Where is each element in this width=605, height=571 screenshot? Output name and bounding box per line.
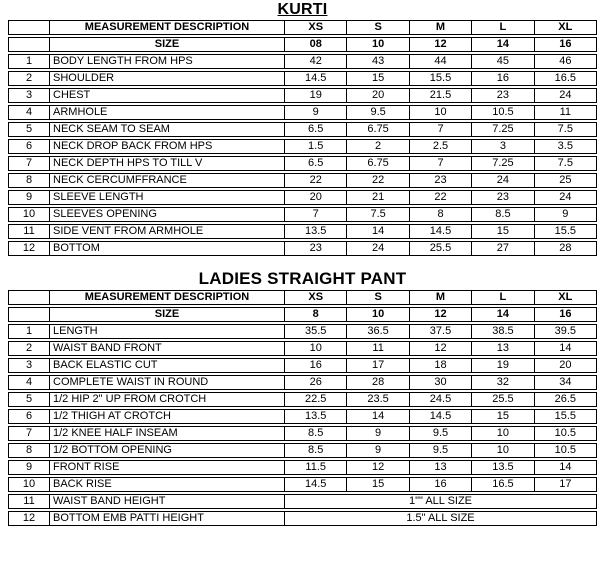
description-cell: LENGTH	[49, 325, 284, 338]
table-row	[8, 139, 597, 154]
size-label-header: L	[471, 21, 533, 34]
value-cell: 9	[534, 208, 596, 221]
value-cell: 20	[346, 89, 408, 102]
description-cell: CHEST	[49, 89, 284, 102]
description-cell: 1/2 BOTTOM OPENING	[49, 444, 284, 457]
value-cell: 39.5	[534, 325, 596, 338]
value-cell: 10.5	[471, 106, 533, 119]
description-cell: SIDE VENT FROM ARMHOLE	[49, 225, 284, 238]
description-cell: SHOULDER	[49, 72, 284, 85]
description-cell: SLEEVE LENGTH	[49, 191, 284, 204]
value-cell: 35.5	[284, 325, 346, 338]
value-cell: 24.5	[409, 393, 471, 406]
value-cell: 8.5	[284, 444, 346, 457]
value-cell: 14	[346, 225, 408, 238]
value-cell: 15.5	[409, 72, 471, 85]
value-cell: 23	[471, 191, 533, 204]
description-cell: NECK CERCUMFFRANCE	[49, 174, 284, 187]
table-row	[8, 241, 597, 256]
size-number-cell: 16	[534, 38, 596, 51]
size-label-header: XL	[534, 21, 596, 34]
header-row	[8, 290, 597, 305]
table-row	[8, 511, 597, 526]
size-label-header: L	[471, 291, 533, 304]
row-number-cell: 11	[23, 495, 35, 507]
table-row	[8, 122, 597, 137]
value-cell: 7.25	[471, 157, 533, 170]
description-cell: BOTTOM	[49, 242, 284, 255]
value-cell: 16.5	[471, 478, 533, 491]
value-cell: 22	[346, 174, 408, 187]
description-cell: WAIST BAND HEIGHT	[49, 495, 284, 508]
value-cell: 19	[284, 89, 346, 102]
value-cell: 22	[409, 191, 471, 204]
table-row	[8, 460, 597, 475]
value-cell: 24	[534, 89, 596, 102]
value-cell: 23	[471, 89, 533, 102]
value-cell: 15	[346, 72, 408, 85]
value-cell: 14	[534, 342, 596, 355]
value-cell: 19	[471, 359, 533, 372]
row-number-cell: 1	[25, 325, 33, 337]
value-cell: 10.5	[534, 427, 596, 440]
value-cell: 9	[284, 106, 346, 119]
value-cell: 34	[534, 376, 596, 389]
row-number-cell: 8	[25, 174, 33, 186]
value-cell: 26	[284, 376, 346, 389]
value-cell: 3.5	[534, 140, 596, 153]
value-cell: 22	[284, 174, 346, 187]
row-number-cell: 7	[25, 157, 33, 169]
value-cell: 6.75	[346, 157, 408, 170]
value-cell: 25.5	[409, 242, 471, 255]
value-cell: 20	[534, 359, 596, 372]
value-cell: 26.5	[534, 393, 596, 406]
description-cell: BOTTOM EMB PATTI HEIGHT	[49, 512, 284, 525]
value-cell: 8.5	[284, 427, 346, 440]
table-title: KURTI	[277, 1, 328, 18]
table-row	[8, 426, 597, 441]
row-number-cell	[9, 291, 49, 304]
value-cell: 23	[409, 174, 471, 187]
value-cell: 7	[409, 123, 471, 136]
row-number-cell: 4	[25, 376, 33, 388]
value-cell: 15	[346, 478, 408, 491]
description-cell: 1/2 KNEE HALF INSEAM	[49, 427, 284, 440]
table-row	[8, 358, 597, 373]
row-number-cell: 5	[25, 393, 33, 405]
value-cell: 7.5	[534, 123, 596, 136]
table-row	[8, 392, 597, 407]
value-cell: 25	[534, 174, 596, 187]
value-cell: 11	[534, 106, 596, 119]
value-cell: 7.5	[346, 208, 408, 221]
size-number-cell: 10	[346, 308, 408, 321]
value-cell: 28	[346, 376, 408, 389]
size-label-header: M	[409, 291, 471, 304]
table-row	[8, 324, 597, 339]
value-cell: 15.5	[534, 225, 596, 238]
value-cell: 23.5	[346, 393, 408, 406]
table-row	[8, 443, 597, 458]
ladies-straight-pant-table-section	[8, 270, 597, 526]
description-cell: WAIST BAND FRONT	[49, 342, 284, 355]
table-row	[8, 190, 597, 205]
value-cell: 9.5	[346, 106, 408, 119]
table-row	[8, 156, 597, 171]
value-cell: 38.5	[471, 325, 533, 338]
size-row-label: SIZE	[49, 38, 284, 51]
description-cell: SLEEVES OPENING	[49, 208, 284, 221]
value-cell: 9.5	[409, 427, 471, 440]
row-number-cell: 2	[25, 342, 33, 354]
table-row	[8, 375, 597, 390]
row-number-cell: 10	[22, 208, 36, 220]
size-number-cell: 14	[471, 308, 533, 321]
value-cell: 30	[409, 376, 471, 389]
table-row	[8, 477, 597, 492]
value-cell: 13	[471, 342, 533, 355]
table-row	[8, 494, 597, 509]
value-cell: 21.5	[409, 89, 471, 102]
value-cell: 28	[534, 242, 596, 255]
row-number-cell: 4	[25, 106, 33, 118]
description-cell: BODY LENGTH FROM HPS	[49, 55, 284, 68]
row-number-cell: 2	[25, 72, 33, 84]
row-number-cell: 3	[25, 89, 33, 101]
value-cell: 11	[346, 342, 408, 355]
value-cell: 21	[346, 191, 408, 204]
description-cell: FRONT RISE	[49, 461, 284, 474]
value-cell: 24	[534, 191, 596, 204]
value-cell: 44	[409, 55, 471, 68]
value-cell: 13.5	[471, 461, 533, 474]
description-cell: NECK DROP BACK FROM HPS	[49, 140, 284, 153]
value-cell: 9	[346, 427, 408, 440]
size-number-cell: 16	[534, 308, 596, 321]
value-cell: 14.5	[409, 225, 471, 238]
size-row	[8, 307, 597, 322]
value-cell: 16	[471, 72, 533, 85]
value-cell: 13.5	[284, 410, 346, 423]
size-number-cell: 12	[409, 308, 471, 321]
value-cell: 17	[534, 478, 596, 491]
value-cell: 42	[284, 55, 346, 68]
value-cell: 1.5	[284, 140, 346, 153]
description-cell: 1/2 HIP 2" UP FROM CROTCH	[49, 393, 284, 406]
value-cell: 10	[471, 427, 533, 440]
value-cell: 13	[409, 461, 471, 474]
row-number-cell: 11	[23, 225, 35, 237]
value-cell: 46	[534, 55, 596, 68]
row-number-cell: 1	[25, 55, 33, 67]
value-cell: 16.5	[534, 72, 596, 85]
value-cell: 3	[471, 140, 533, 153]
value-cell: 25.5	[471, 393, 533, 406]
value-cell: 14.5	[284, 72, 346, 85]
value-cell: 24	[346, 242, 408, 255]
size-label-header: XL	[534, 291, 596, 304]
value-cell: 10	[284, 342, 346, 355]
description-cell: COMPLETE WAIST IN ROUND	[49, 376, 284, 389]
value-cell: 36.5	[346, 325, 408, 338]
value-cell: 20	[284, 191, 346, 204]
value-cell: 6.5	[284, 123, 346, 136]
value-cell: 18	[409, 359, 471, 372]
value-cell: 13.5	[284, 225, 346, 238]
value-cell: 8	[409, 208, 471, 221]
table-row	[8, 224, 597, 239]
value-cell: 10.5	[534, 444, 596, 457]
table-row	[8, 71, 597, 86]
size-number-cell: 14	[471, 38, 533, 51]
value-cell: 2	[346, 140, 408, 153]
measurement-table	[8, 20, 597, 256]
value-cell: 24	[471, 174, 533, 187]
size-row-label: SIZE	[49, 308, 284, 321]
row-number-cell: 7	[25, 427, 33, 439]
value-cell: 32	[471, 376, 533, 389]
value-cell: 2.5	[409, 140, 471, 153]
row-number-cell: 5	[25, 123, 33, 135]
table-row	[8, 409, 597, 424]
size-number-cell: 12	[409, 38, 471, 51]
value-cell: 14	[346, 410, 408, 423]
measurement-description-header: MEASUREMENT DESCRIPTION	[49, 291, 284, 304]
row-number-cell: 6	[25, 140, 33, 152]
size-number-cell: 8	[284, 308, 346, 321]
value-cell: 16	[409, 478, 471, 491]
table-row	[8, 88, 597, 103]
description-cell: NECK DEPTH HPS TO TILL V	[49, 157, 284, 170]
row-number-cell: 12	[22, 242, 36, 254]
value-cell: 22.5	[284, 393, 346, 406]
value-cell: 37.5	[409, 325, 471, 338]
value-cell: 15	[471, 225, 533, 238]
value-cell: 9	[346, 444, 408, 457]
size-number-cell: 10	[346, 38, 408, 51]
value-cell: 6.5	[284, 157, 346, 170]
size-number-cell: 08	[284, 38, 346, 51]
description-cell: NECK SEAM TO SEAM	[49, 123, 284, 136]
size-label-header: S	[346, 291, 408, 304]
size-label-header: M	[409, 21, 471, 34]
table-row	[8, 173, 597, 188]
row-number-cell: 9	[25, 191, 33, 203]
table-title: LADIES STRAIGHT PANT	[198, 269, 407, 288]
description-cell: BACK ELASTIC CUT	[49, 359, 284, 372]
value-cell: 6.75	[346, 123, 408, 136]
table-row	[8, 54, 597, 69]
row-number-cell: 12	[22, 512, 36, 524]
row-number-cell: 6	[25, 410, 33, 422]
size-label-header: XS	[284, 291, 346, 304]
row-number-cell: 8	[25, 444, 33, 456]
value-cell: 14.5	[284, 478, 346, 491]
value-cell: 45	[471, 55, 533, 68]
measurement-description-header: MEASUREMENT DESCRIPTION	[49, 21, 284, 34]
value-cell: 10	[471, 444, 533, 457]
description-cell: ARMHOLE	[49, 106, 284, 119]
row-number-cell: 3	[25, 359, 33, 371]
value-cell: 14.5	[409, 410, 471, 423]
value-cell: 12	[409, 342, 471, 355]
value-cell: 14	[534, 461, 596, 474]
value-cell: 17	[346, 359, 408, 372]
all-size-merged-cell: 1.5" ALL SIZE	[284, 512, 596, 525]
row-number-cell	[9, 308, 49, 321]
value-cell: 11.5	[284, 461, 346, 474]
measurement-table	[8, 290, 597, 526]
value-cell: 7	[284, 208, 346, 221]
value-cell: 7	[409, 157, 471, 170]
size-label-header: S	[346, 21, 408, 34]
value-cell: 9.5	[409, 444, 471, 457]
table-row	[8, 341, 597, 356]
row-number-cell: 9	[25, 461, 33, 473]
description-cell: 1/2 THIGH AT CROTCH	[49, 410, 284, 423]
value-cell: 7.5	[534, 157, 596, 170]
kurti-table-section	[8, 1, 597, 256]
table-row	[8, 207, 597, 222]
size-row	[8, 37, 597, 52]
value-cell: 27	[471, 242, 533, 255]
value-cell: 23	[284, 242, 346, 255]
value-cell: 12	[346, 461, 408, 474]
row-number-cell: 10	[22, 478, 36, 490]
header-row	[8, 20, 597, 35]
value-cell: 15.5	[534, 410, 596, 423]
all-size-merged-cell: 1"" ALL SIZE	[284, 495, 596, 508]
size-label-header: XS	[284, 21, 346, 34]
description-cell: BACK RISE	[49, 478, 284, 491]
row-number-cell	[9, 21, 49, 34]
table-row	[8, 105, 597, 120]
value-cell: 15	[471, 410, 533, 423]
row-number-cell	[9, 38, 49, 51]
value-cell: 7.25	[471, 123, 533, 136]
value-cell: 8.5	[471, 208, 533, 221]
value-cell: 43	[346, 55, 408, 68]
value-cell: 16	[284, 359, 346, 372]
value-cell: 10	[409, 106, 471, 119]
